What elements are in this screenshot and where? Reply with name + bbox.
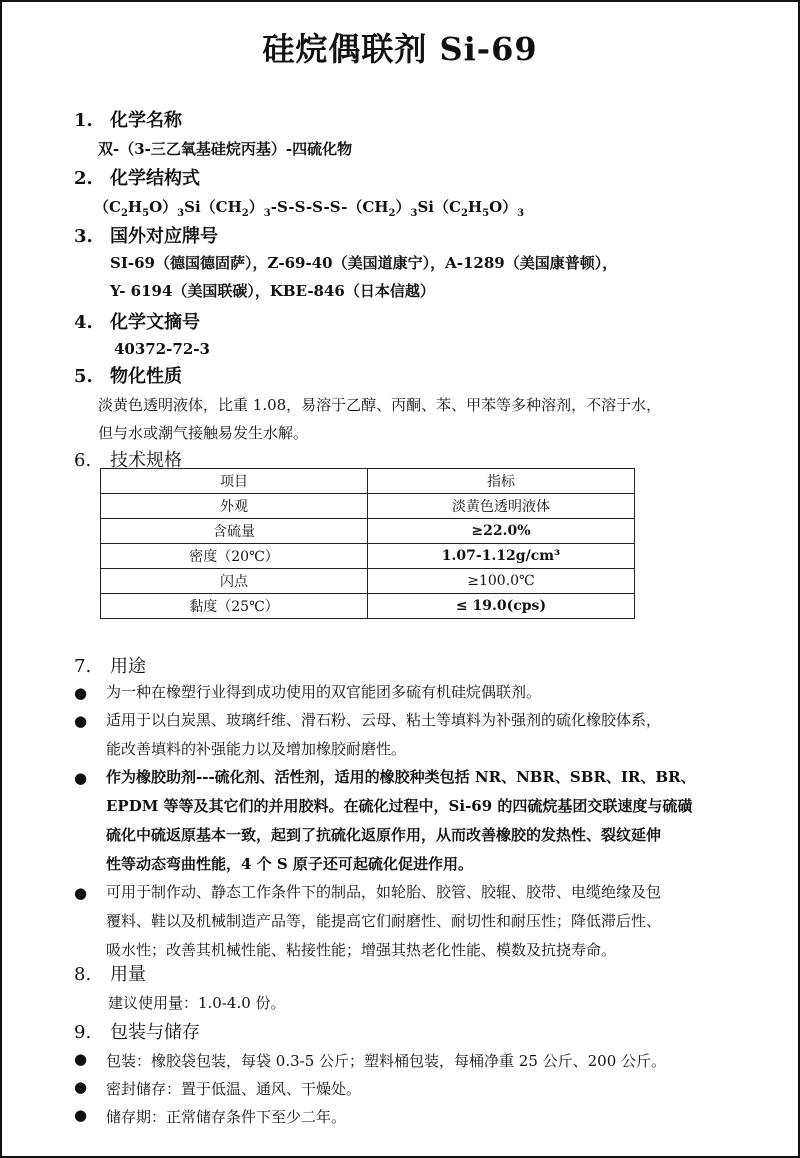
formula-segment: O） [489,198,518,216]
bullet-icon: ● [74,1050,88,1068]
brand-equivalents-line-2: Y- 6194（美国联碳），KBE-846（日本信越） [110,282,435,300]
cas-number: 40372-72-3 [114,340,210,358]
formula-segment: Si（C [417,198,461,216]
structural-formula [94,196,524,219]
table-cell: 黏度（25℃） [101,594,368,619]
usage-item-1: 为一种在橡塑行业得到成功使用的双官能团多硫有机硅烷偶联剂。 [106,683,542,701]
table-cell: 含硫量 [101,519,368,544]
table-row [101,594,635,619]
bullet-icon: ● [74,712,88,730]
formula-subscript: 2 [120,208,128,219]
formula-subscript: 2 [460,208,468,219]
page-title: 硅烷偶联剂 Si-69 [262,30,538,68]
formula-subscript: 3 [410,208,418,219]
properties-line-1: 淡黄色透明液体，比重 1.08，易溶于乙醇、丙酮、苯、甲苯等多种溶剂，不溶于水， [98,396,662,414]
table-row [101,494,635,519]
table-row [101,519,635,544]
table-cell: 1.07-1.12g/cm³ [368,544,635,569]
formula-segment: H [127,198,143,216]
table-cell: ≥100.0℃ [368,569,635,594]
section-5-heading: 5. 物化性质 [74,366,182,387]
table-cell: 密度（20℃） [101,544,368,569]
usage-item-2: 适用于以白炭黑、玻璃纤维、滑石粉、云母、粘土等填料为补强剂的硫化橡胶体系， 能改善填料的补强能力以及增加橡胶耐磨性。 [106,711,662,758]
shelf-life-item: 储存期：正常储存条件下至少二年。 [106,1108,347,1126]
table-row [101,569,635,594]
table-cell: ≤ 19.0(cps) [368,594,635,619]
section-7-heading: 7. 用途 [74,656,146,677]
section-2-heading: 2. 化学结构式 [74,168,200,189]
section-4-heading: 4. 化学文摘号 [74,312,200,333]
brand-equivalents-line-1: SI-69（德国德固萨），Z-69-40（美国道康宁），A-1289（美国康普顿）， [110,254,618,272]
section-6-heading: 6. 技术规格 [74,450,182,471]
formula-subscript: 2 [388,208,396,219]
table-cell: ≥22.0% [368,519,635,544]
usage-item-4: 可用于制作动、静态工作条件下的制品，如轮胎、胶管、胶辊、胶带、电缆绝缘及包 覆料、鞋以及机械制造产品等，能提高它们耐磨性、耐切性和耐压性；降低滞后性、 吸水性；改善其机械性能、粘接性能；增强其热老化性能、模数及抗挠寿命。 [106,883,662,959]
bullet-icon: ● [74,884,88,902]
usage-item-3: 作为橡胶助剂---硫化剂、活性剂，适用的橡胶种类包括 NR、NBR、SBR、IR、BR、 EPDM 等等及其它们的并用胶料。在硫化过程中，Si-69 的四硫烷基团交联速度与硫磺 硫化中硫返原基本一致，起到了抗硫化返原作用，从而改善橡胶的发热性、裂纹延伸 性等动态弯曲性能，4 个 S 原子还可起硫化促进作用。 [106,768,696,873]
table-row [101,544,635,569]
section-8-heading: 8. 用量 [74,964,146,985]
bullet-icon: ● [74,1078,88,1096]
formula-subscript: 3 [263,208,271,219]
table-cell: 外观 [101,494,368,519]
formula-segment: H [467,198,483,216]
section-3-heading: 3. 国外对应牌号 [74,226,218,247]
table-header-row [101,469,635,494]
formula-subscript: 5 [142,208,150,219]
table-header-cell: 项目 [101,469,368,494]
bullet-icon: ● [74,1106,88,1124]
formula-subscript: 3 [177,208,185,219]
chemical-name: 双-（3-三乙氧基硅烷丙基）-四硫化物 [98,140,353,158]
formula-subscript: 3 [517,208,525,219]
formula-subscript: 2 [241,208,249,219]
bullet-icon: ● [74,684,88,702]
storage-item: 密封储存：置于低温、通风、干燥处。 [106,1080,362,1098]
formula-segment: O） [149,198,178,216]
dosage-text: 建议使用量：1.0-4.0 份。 [108,994,286,1012]
formula-segment: -S-S-S-S-（CH [270,198,389,216]
formula-segment: （C [94,198,121,216]
properties-line-2: 但与水或潮气接触易发生水解。 [98,424,309,442]
table-cell: 闪点 [101,569,368,594]
table-cell: 淡黄色透明液体 [368,494,635,519]
formula-segment: ） [248,198,264,216]
bullet-icon: ● [74,769,88,787]
formula-segment: Si（CH [184,198,242,216]
table-header-cell: 指标 [368,469,635,494]
section-1-heading: 1. 化学名称 [74,110,182,131]
section-9-heading: 9. 包装与储存 [74,1022,200,1043]
formula-subscript: 5 [482,208,490,219]
spec-table [100,468,635,619]
packaging-item: 包装：橡胶袋包装，每袋 0.3-5 公斤；塑料桶包装，每桶净重 25 公斤、200 公斤。 [106,1052,667,1070]
formula-segment: ） [395,198,411,216]
